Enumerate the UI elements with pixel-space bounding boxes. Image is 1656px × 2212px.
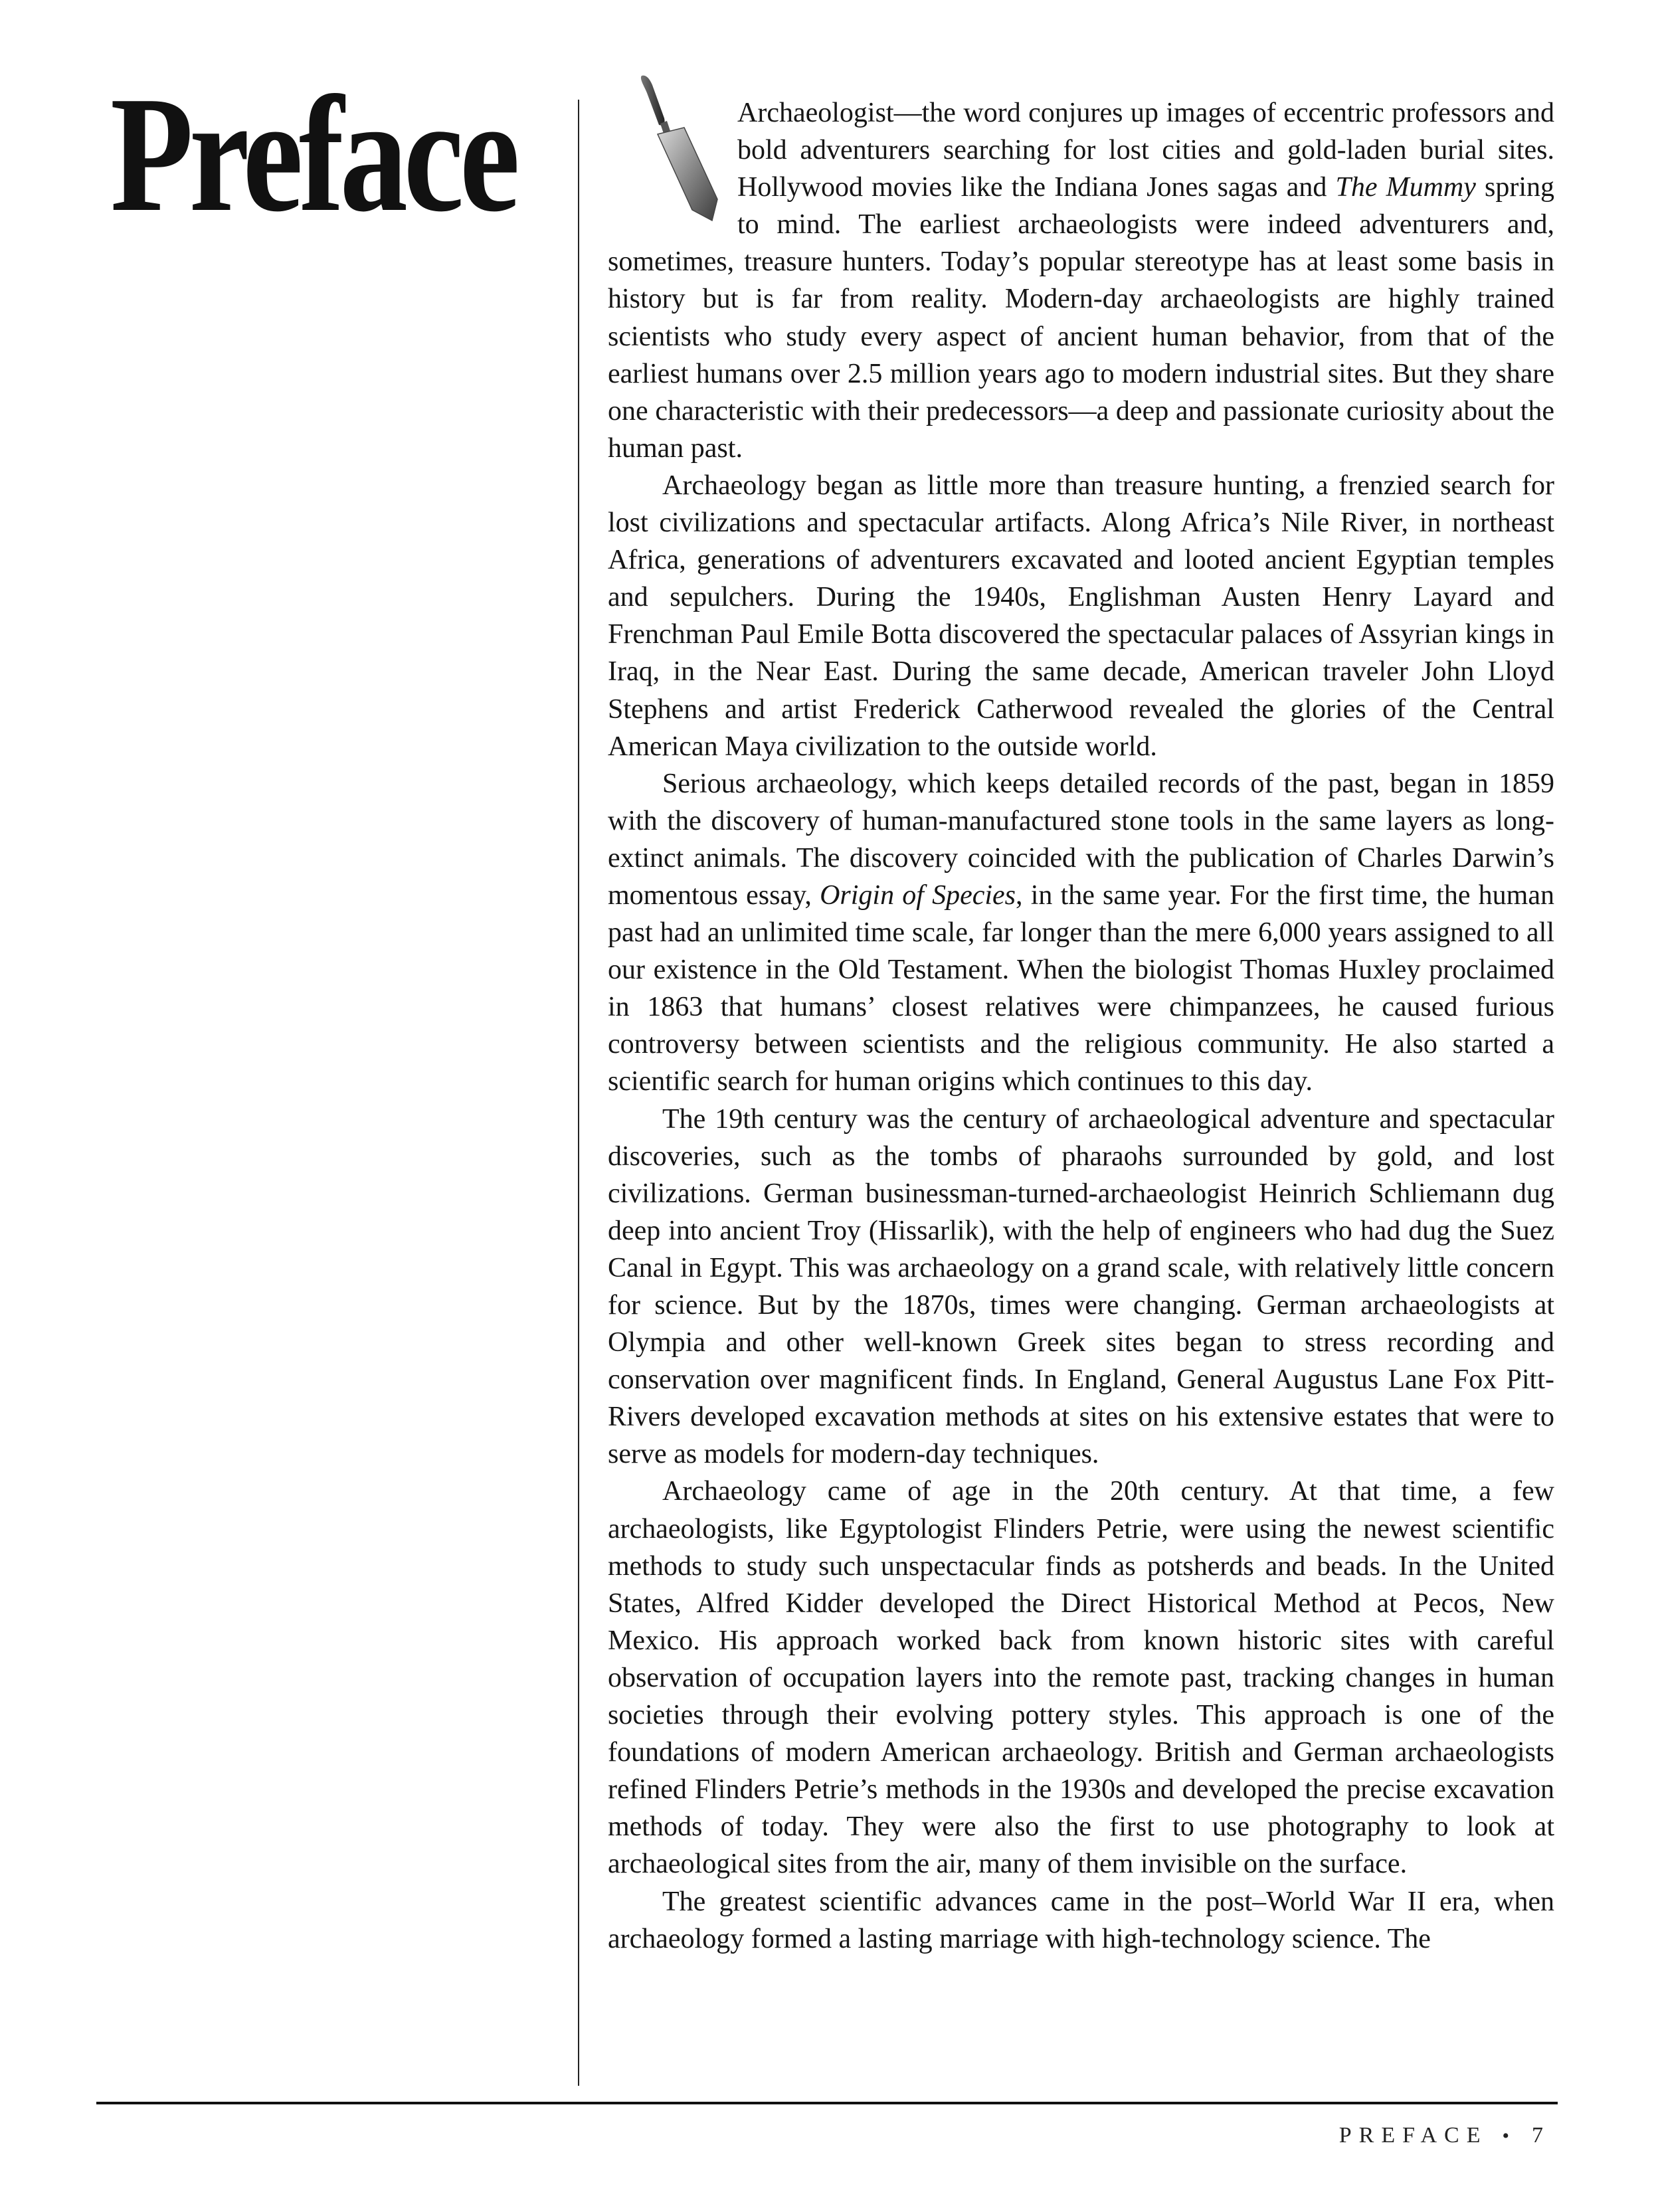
footer-rule <box>96 2102 1558 2104</box>
paragraph <box>608 765 1554 1101</box>
paragraph-text: Archaeologist—the word conjures up images of eccentric professors and bold adventurers searching for lost cities and gold-laden burial sites. Hollywood movies like the Indiana Jones sagas and <box>737 98 1554 203</box>
film-title: The Mummy <box>1335 172 1476 203</box>
page-title: Preface <box>110 62 516 246</box>
book-title: Origin of Species <box>820 879 1016 911</box>
paragraph: The greatest scientific advances came in the post–World War II era, when archaeology formed a lasting marriage with high-technology science. The <box>608 1886 1554 1954</box>
running-footer <box>1339 2123 1543 2148</box>
running-head: PREFACE <box>1338 2123 1488 2148</box>
body-text <box>608 94 1554 1958</box>
bullet-separator: • <box>1502 2125 1509 2147</box>
paragraph <box>608 94 1554 467</box>
page-number: 7 <box>1532 2123 1543 2148</box>
paragraph: Archaeology began as little more than treasure hunting, a frenzied search for lost civilizations and spectacular artifacts. Along Africa’s Nile River, in northeast Africa, generations of adventurers excavated and looted ancient Egyptian temples and sepulchers. During the 1940s, Englishman Austen Henry Layard and Frenchman Paul Emile Botta discovered the spectacular palaces of Assyrian kings in Iraq, in the Near East. During the same decade, American traveler John Lloyd Stephens and artist Frederick Catherwood revealed the glories of the Central American Maya civilization to the outside world. <box>608 470 1554 762</box>
column-divider <box>578 100 579 2086</box>
paragraph: The 19th century was the century of archaeological adventure and spectacular discoveries, such as the tombs of pharaohs surrounded by gold, and lost civilizations. German businessman-turned-archaeologist Heinrich Schliemann dug deep into ancient Troy (Hissarlik), with the help of engineers who had dug the Suez Canal in Egypt. This was archaeology on a grand scale, with relatively little concern for science. But by the 1870s, times were changing. German archaeologists at Olympia and other well-known Greek sites began to stress recording and conservation over magnificent finds. In England, General Augustus Lane Fox Pitt-Rivers developed excavation methods at sites on his extensive estates that were to serve as models for modern-day techniques. <box>608 1103 1554 1470</box>
icon-spacer <box>608 94 737 234</box>
paragraph: Archaeology came of age in the 20th century. At that time, a few archaeologists, like Egyptologist Flinders Petrie, were using the newest scientific methods to study such unspectacular finds as potsherds and beads. In the United States, Alfred Kidder developed the Direct Historical Method at Pecos, New Mexico. His approach worked back from known historic sites with careful observation of occupation layers into the remote past, tracking changes in human societies through their evolving pottery styles. This approach is one of the foundations of modern American archaeology. British and German archaeologists refined Flinders Petrie’s methods in the 1930s and developed the precise excavation methods of today. They were also the first to use photography to look at archaeological sites from the air, many of them invisible on the surface. <box>608 1476 1554 1880</box>
paragraph-text: Serious archaeology, which keeps detailed records of the past, began in 1859 with the discovery of human-manufactured stone tools in the same layers as long-extinct animals. The discovery coincided with the publication of Charles Darwin’s momentous essay, <box>608 768 1554 911</box>
paragraph-text: , in the same year. For the first time, the human past had an unlimited time scale, far longer than the mere 6,000 years assigned to all our existence in the Old Testament. When the biologist Thomas Huxley proclaimed in 1863 that humans’ closest relatives were chimpanzees, he caused furious controversy between scientists and the religious community. He also started a scientific search for human origins which continues to this day. <box>608 879 1554 1097</box>
paragraph-text: spring to mind. The earliest archaeologists were indeed adventurers and, sometimes, treasure hunters. Today’s popular stereotype has at least some basis in history but is far from reality. Modern-day archaeologists are highly trained scientists who study every aspect of ancient human behavior, from that of the earliest humans over 2.5 million years ago to modern industrial sites. But they share one characteristic with their predecessors—a deep and passionate curiosity about the human past. <box>608 172 1555 464</box>
